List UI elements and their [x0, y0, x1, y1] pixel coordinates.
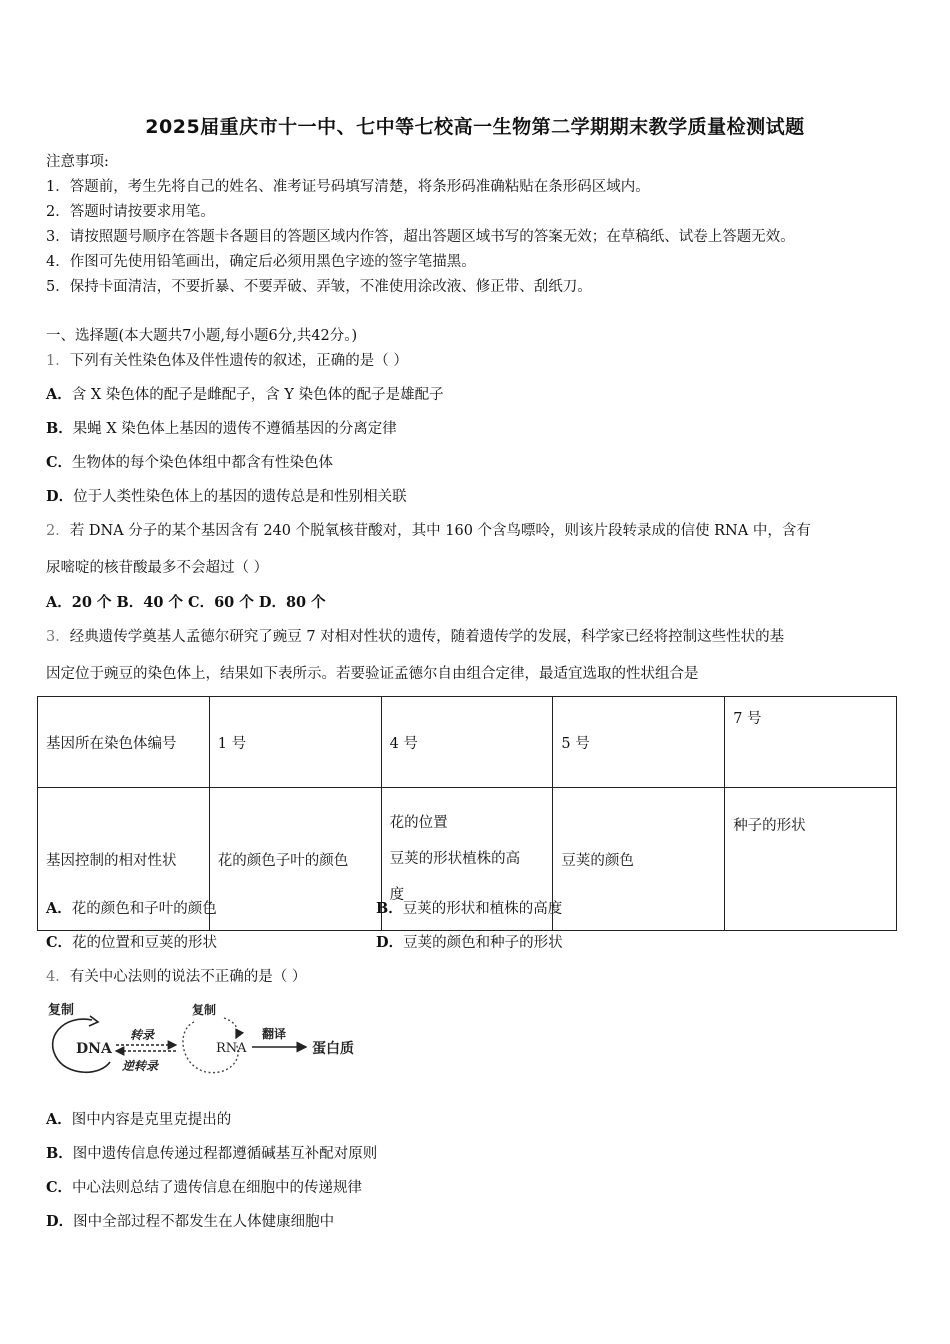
arrowhead-icon — [89, 1016, 98, 1026]
question-3-stem-cont: 因定位于豌豆的染色体上，结果如下表所示。若要验证孟德尔自由组合定律，最适宜选取的性状组合是 — [46, 666, 699, 682]
question-text: 若 DNA 分子的某个基因含有 240 个脱氧核苷酸对，其中 160 个含鸟嘌呤，则该片段转录成的信使 RNA 中，含有 — [69, 523, 811, 539]
rna-label: RNA — [216, 1041, 247, 1056]
translation-label: 翻译 — [262, 1027, 287, 1041]
notice-item: 1．答题前，考生先将自己的姓名、准考证号码填写清楚，将条形码准确粘贴在条形码区域内。 — [46, 179, 650, 195]
q1-option-d: D．位于人类性染色体上的基因的遗传总是和性别相关联 — [46, 488, 407, 505]
q1-option-c: C．生物体的每个染色体组中都含有性染色体 — [46, 454, 334, 471]
rna-replication-arrow-end — [224, 1018, 238, 1038]
question-4-stem — [46, 967, 306, 987]
table-cell: 豆荚的颜色 — [553, 788, 725, 931]
question-2-stem-cont: 尿嘧啶的核苷酸最多不会超过（ ） — [46, 560, 269, 576]
table-cell: 7 号 — [725, 697, 897, 788]
central-dogma-diagram — [44, 1000, 374, 1080]
q4-option-b: B．图中遗传信息传递过程都遵循碱基互补配对原则 — [46, 1145, 378, 1162]
q3-option-c: C．花的位置和豆荚的形状 — [46, 934, 218, 951]
section-heading: 一、选择题(本大题共7小题,每小题6分,共42分。) — [46, 328, 358, 344]
table-cell: 基因控制的相对性状 — [38, 788, 210, 931]
reverse-transcription-label: 逆转录 — [122, 1059, 159, 1073]
question-number: 1． — [46, 353, 70, 369]
table-row — [38, 697, 897, 788]
question-text: 下列有关性染色体及伴性遗传的叙述，正确的是（ ） — [69, 353, 408, 369]
question-number: 3． — [46, 629, 70, 645]
question-number: 4． — [46, 969, 70, 985]
notice-item: 2．答题时请按要求用笔。 — [46, 204, 215, 220]
table-cell: 花的颜色子叶的颜色 — [209, 788, 381, 931]
q2-options: A．20 个 B．40 个 C．60 个 D．80 个 — [46, 594, 326, 611]
question-number: 2． — [46, 523, 70, 539]
question-1-stem — [46, 351, 408, 371]
question-text: 经典遗传学奠基人孟德尔研究了豌豆 7 对相对性状的遗传，随着遗传学的发展，科学家已经将控制这些性状的基 — [69, 629, 785, 645]
dna-label: DNA — [76, 1041, 112, 1057]
q4-option-c: C．中心法则总结了遗传信息在细胞中的传递规律 — [46, 1179, 363, 1196]
dna-replication-label: 复制 — [48, 1003, 75, 1018]
question-text: 有关中心法则的说法不正确的是（ ） — [69, 969, 307, 985]
notice-heading: 注意事项: — [46, 154, 109, 170]
q1-option-b: B．果蝇 X 染色体上基因的遗传不遵循基因的分离定律 — [46, 420, 397, 437]
rna-replication-label: 复制 — [192, 1003, 217, 1017]
table-cell: 1 号 — [209, 697, 381, 788]
table-cell: 5 号 — [553, 697, 725, 788]
page-title: 2025届重庆市十一中、七中等七校高一生物第二学期期末教学质量检测试题 — [145, 116, 805, 138]
transcription-label: 转录 — [130, 1028, 155, 1042]
table-cell: 种子的形状 — [725, 788, 897, 931]
q3-option-b: B．豆荚的形状和植株的高度 — [376, 900, 563, 917]
gene-table — [37, 696, 897, 931]
protein-label: 蛋白质 — [312, 1041, 354, 1057]
table-cell: 4 号 — [381, 697, 553, 788]
notice-item: 3．请按照题号顺序在答题卡各题目的答题区域内作答，超出答题区域书写的答案无效；在草稿纸、试卷上答题无效。 — [46, 229, 795, 245]
table-cell: 基因所在染色体编号 — [38, 697, 210, 788]
q1-option-a: A．含 X 染色体的配子是雌配子，含 Y 染色体的配子是雄配子 — [46, 386, 444, 403]
q4-option-d: D．图中全部过程不都发生在人体健康细胞中 — [46, 1213, 335, 1230]
q3-option-a: A．花的颜色和子叶的颜色 — [46, 900, 217, 917]
table-cell: 花的位置 豆荚的形状植株的高 度 — [381, 788, 553, 931]
q4-option-a: A．图中内容是克里克提出的 — [46, 1111, 232, 1128]
q3-option-d: D．豆荚的颜色和种子的形状 — [376, 934, 563, 951]
notice-item: 4．作图可先使用铅笔画出，确定后必须用黑色字迹的签字笔描黑。 — [46, 254, 476, 270]
question-3-stem — [46, 627, 784, 647]
notice-item: 5．保持卡面清洁，不要折暴、不要弄破、弄皱，不准使用涂改液、修正带、刮纸刀。 — [46, 279, 592, 295]
question-2-stem — [46, 521, 811, 541]
